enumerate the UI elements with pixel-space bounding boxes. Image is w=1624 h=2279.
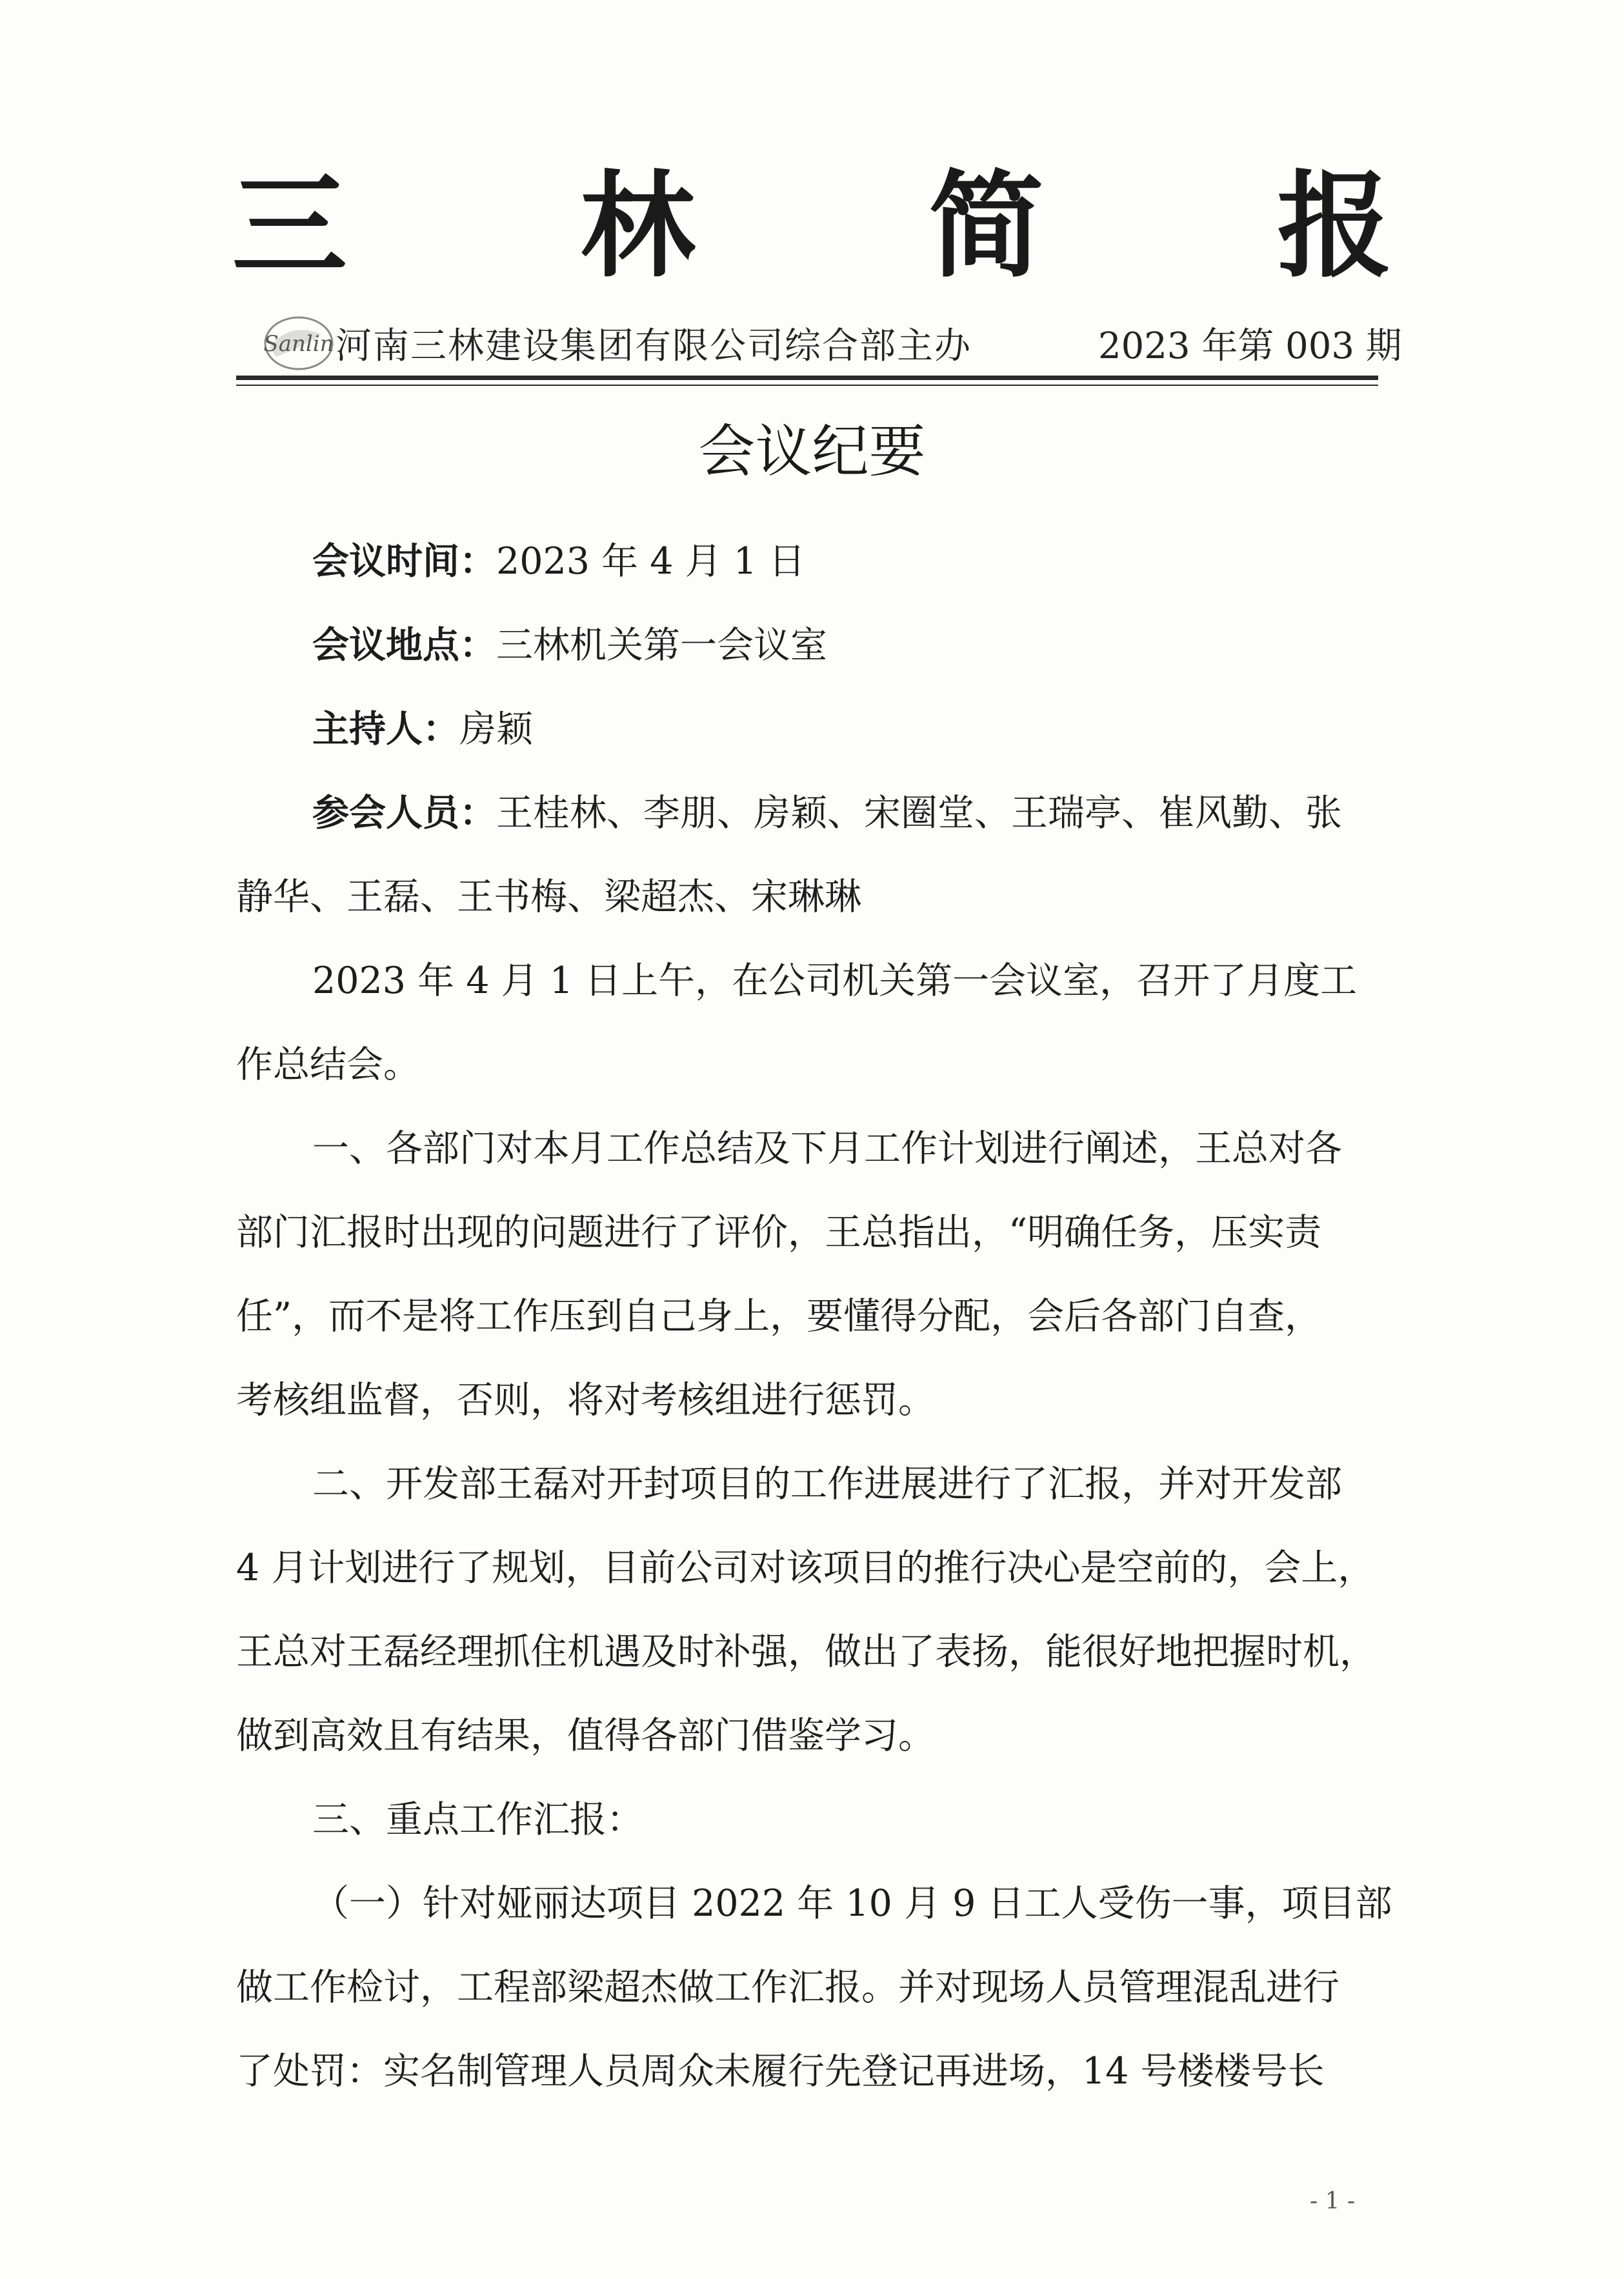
meeting-host-row (312, 705, 533, 754)
body-line: 任”，而不是将工作压到自己身上，要懂得分配，会后各部门自查， (236, 1295, 1322, 1338)
header-rule-thin (236, 385, 1378, 386)
meeting-place-row (312, 621, 827, 670)
body-line: 做工作检讨，工程部梁超杰做工作汇报。并对现场人员管理混乱进行 (236, 1966, 1339, 2009)
meeting-time-label: 会议时间： (312, 539, 496, 583)
body-line: 王总对王磊经理抓住机遇及时补强，做出了表扬，能很好地把握时机， (236, 1631, 1376, 1673)
body-line: 2023 年 4 月 1 日上午，在公司机关第一会议室，召开了月度工 (312, 959, 1358, 1002)
header-rule-thick (236, 376, 1378, 380)
body-line: 考核组监督，否则，将对考核组进行惩罚。 (236, 1379, 935, 1421)
attendees-label: 参会人员： (312, 791, 496, 834)
body-line: 了处罚：实名制管理人员周众未履行先登记再进场，14 号楼楼号长 (236, 2050, 1325, 2093)
body-line: 一、各部门对本月工作总结及下月工作计划进行阐述，王总对各 (312, 1127, 1342, 1170)
attendees-line-1: 王桂林、李朋、房颖、宋圈堂、王瑞亭、崔风勤、张 (496, 792, 1342, 834)
meeting-host-label: 主持人： (312, 707, 459, 750)
body-line: 二、开发部王磊对开封项目的工作进展进行了汇报，并对开发部 (312, 1463, 1342, 1505)
body-line: 部门汇报时出现的问题进行了评价，王总指出，“明确任务，压实责 (236, 1211, 1322, 1254)
page-number: - 1 - (1310, 2188, 1356, 2214)
meeting-place-value: 三林机关第一会议室 (496, 624, 827, 667)
publisher-line: 河南三林建设集团有限公司综合部主办 (336, 325, 972, 367)
attendees-line-2: 静华、王磊、王书梅、梁超杰、宋琳琳 (236, 876, 861, 918)
body-line: 做到高效且有结果，值得各部门借鉴学习。 (236, 1714, 935, 1757)
attendees-row (312, 788, 1342, 838)
company-logo-icon (250, 308, 347, 376)
meeting-place-label: 会议地点： (312, 623, 496, 667)
body-line: 4 月计划进行了规划，目前公司对该项目的推行决心是空前的，会上， (236, 1547, 1375, 1589)
issue-number: 2023 年第 003 期 (1098, 325, 1402, 367)
meeting-time-value: 2023 年 4 月 1 日 (496, 540, 806, 583)
body-line: （一）针对娅丽达项目 2022 年 10 月 9 日工人受伤一事，项目部 (312, 1882, 1392, 1925)
body-line: 三、重点工作汇报： (312, 1798, 643, 1841)
document-title: 会议纪要 (698, 418, 926, 485)
meeting-host-value: 房颖 (459, 708, 533, 750)
body-line: 作总结会。 (236, 1043, 420, 1086)
meeting-time-row (312, 537, 805, 586)
masthead-title: 三 林 简 报 (232, 158, 1489, 293)
logo-text: Sanlin (263, 331, 334, 357)
